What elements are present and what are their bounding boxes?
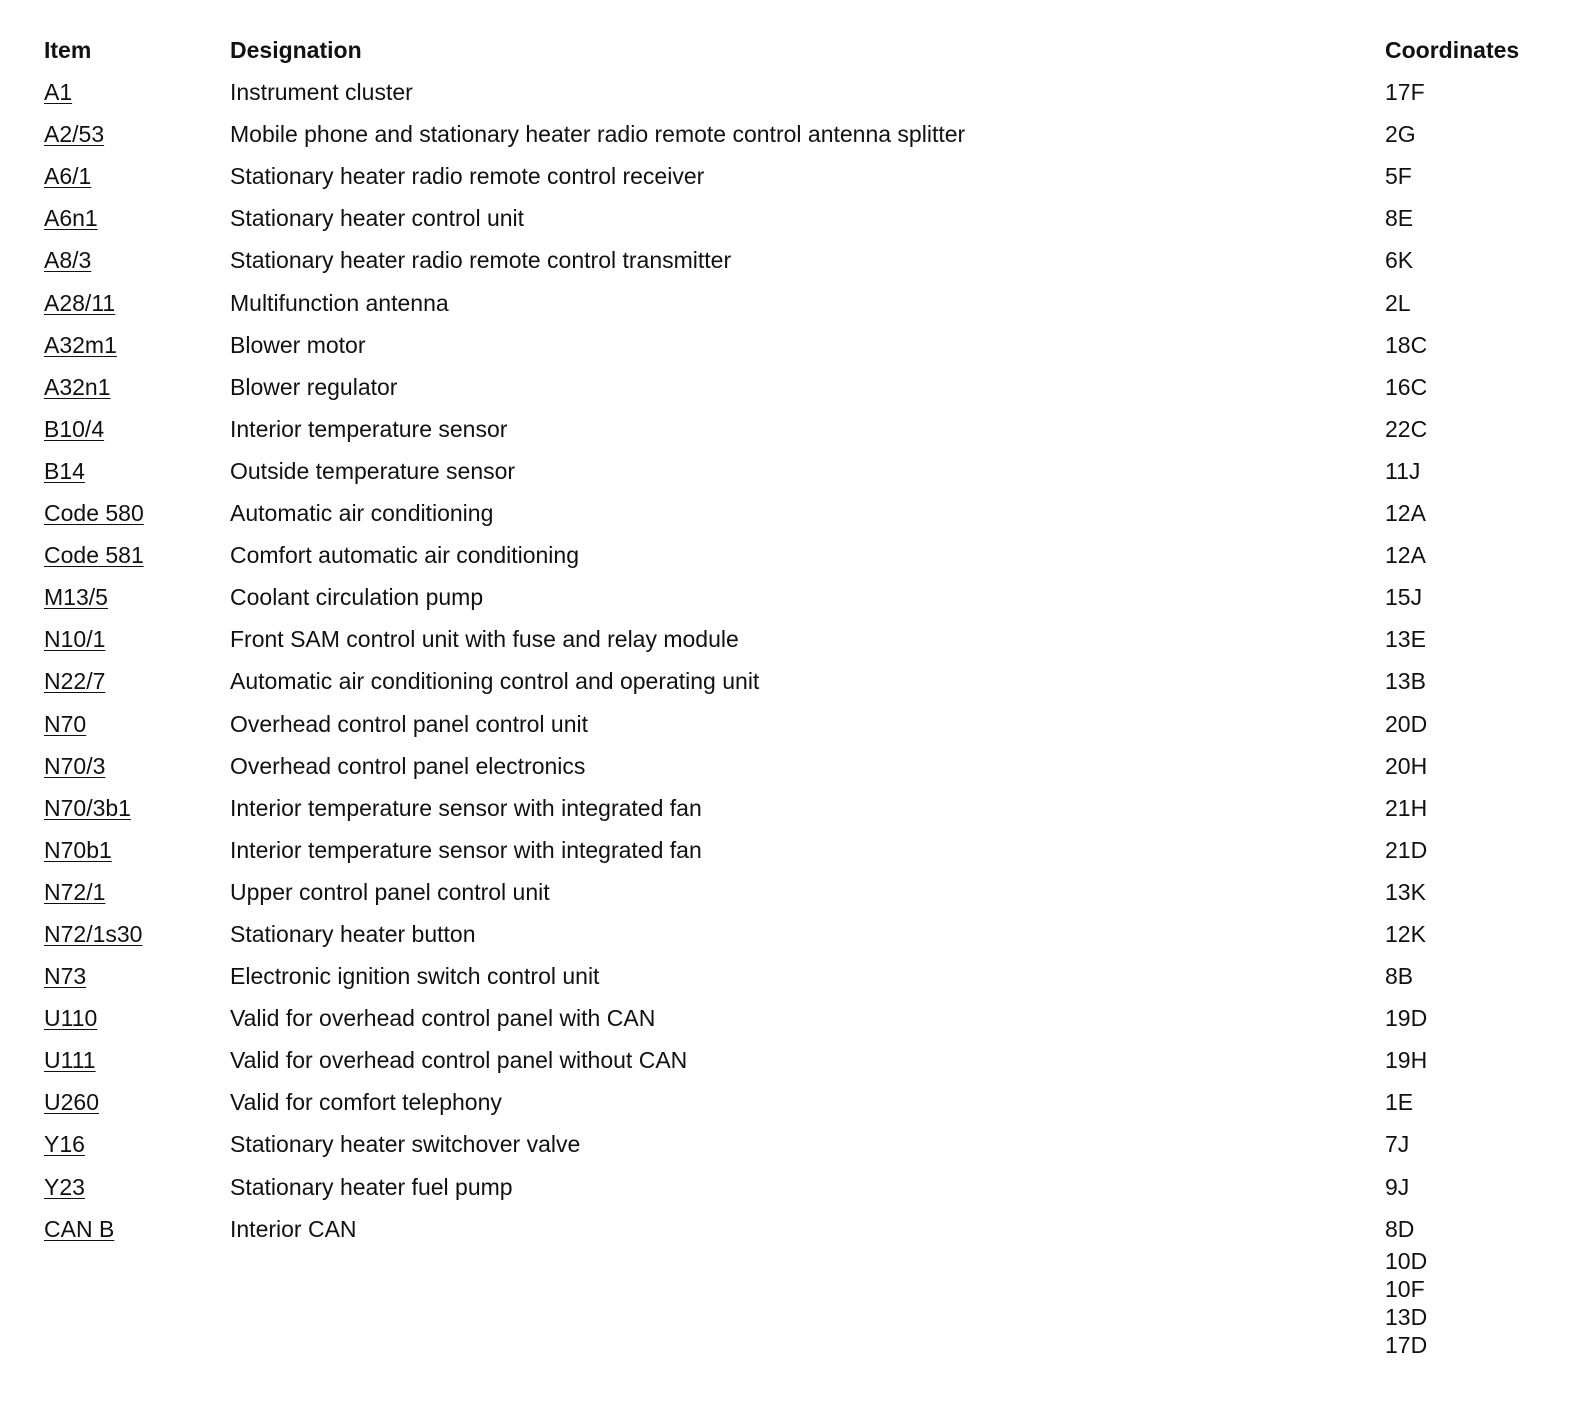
designation-text: Coolant circulation pump (230, 584, 484, 611)
coordinate-value: 22C (1385, 415, 1428, 442)
coordinate-value: 13K (1385, 878, 1426, 905)
item-link[interactable]: Code 580 (44, 500, 144, 527)
coordinate-value: 13E (1385, 626, 1426, 653)
table-row (0, 74, 1584, 116)
coordinates-cell (1385, 1211, 1427, 1359)
coordinate-value: 9J (1385, 1173, 1410, 1200)
coordinate-value: 21D (1385, 836, 1428, 863)
item-link[interactable]: N70b1 (44, 836, 112, 863)
coordinate-value: 6K (1385, 247, 1414, 274)
coordinates-cell (1385, 916, 1426, 952)
designation-text: Overhead control panel electronics (230, 752, 586, 779)
designation-text: Outside temperature sensor (230, 457, 516, 484)
item-link[interactable]: N73 (44, 963, 87, 990)
coordinates-cell (1385, 495, 1426, 531)
coordinates-cell (1385, 621, 1426, 657)
designation-text: Instrument cluster (230, 79, 413, 106)
designation-text: Stationary heater switchover valve (230, 1131, 581, 1158)
designation-text: Interior temperature sensor with integrated fan (230, 794, 702, 821)
item-link[interactable]: M13/5 (44, 584, 108, 611)
coordinates-cell (1385, 790, 1427, 826)
coordinate-value: 20H (1385, 752, 1428, 779)
coordinates-cell (1385, 411, 1427, 447)
table-row (0, 621, 1584, 663)
coordinate-value: 21H (1385, 794, 1428, 821)
table-row (0, 242, 1584, 284)
coordinate-value: 8D (1385, 1215, 1415, 1242)
designation-text: Front SAM control unit with fuse and relay module (230, 626, 739, 653)
coordinate-value: 2G (1385, 121, 1416, 148)
designation-text: Valid for comfort telephony (230, 1089, 502, 1116)
coordinate-value: 7J (1385, 1131, 1410, 1158)
table-row (0, 579, 1584, 621)
table-row (0, 116, 1584, 158)
coordinates-cell (1385, 242, 1413, 278)
designation-text: Electronic ignition switch control unit (230, 963, 600, 990)
designation-text: Valid for overhead control panel without CAN (230, 1047, 688, 1074)
table-row (0, 663, 1584, 705)
coordinate-value: 5F (1385, 163, 1412, 190)
coordinate-value: 19H (1385, 1047, 1428, 1074)
item-link[interactable]: N10/1 (44, 626, 106, 653)
designation-text: Interior CAN (230, 1215, 357, 1242)
designation-text: Stationary heater control unit (230, 205, 525, 232)
designation-text: Mobile phone and stationary heater radio remote control antenna splitter (230, 121, 966, 148)
designation-text: Stationary heater button (230, 920, 476, 947)
designation-text: Comfort automatic air conditioning (230, 542, 579, 569)
table-row (0, 285, 1584, 327)
table-row (0, 327, 1584, 369)
coordinates-cell (1385, 74, 1425, 110)
coordinates-cell (1385, 663, 1426, 699)
table-row (0, 200, 1584, 242)
designation-text: Overhead control panel control unit (230, 710, 588, 737)
header-coordinates: Coordinates (1385, 37, 1520, 63)
coordinate-value: 11J (1385, 457, 1421, 484)
table-row (0, 537, 1584, 579)
table-header-row (0, 32, 1584, 74)
item-link[interactable]: N22/7 (44, 668, 106, 695)
coordinates-cell (1385, 958, 1413, 994)
item-link[interactable]: Y23 (44, 1173, 85, 1200)
item-link[interactable]: N70/3b1 (44, 794, 131, 821)
coordinates-cell (1385, 327, 1427, 363)
coordinate-value: 18C (1385, 331, 1428, 358)
component-legend-table (0, 32, 1584, 1358)
designation-text: Multifunction antenna (230, 289, 449, 316)
table-row (0, 1000, 1584, 1042)
coordinate-value: 10F (1385, 1275, 1425, 1302)
item-link[interactable]: N70/3 (44, 752, 106, 779)
item-link[interactable]: A32n1 (44, 373, 111, 400)
header-item: Item (44, 37, 92, 63)
designation-text: Upper control panel control unit (230, 878, 550, 905)
table-row (0, 411, 1584, 453)
coordinate-value: 13D (1385, 1303, 1428, 1330)
item-link[interactable]: U110 (44, 1005, 98, 1032)
coordinates-cell (1385, 453, 1420, 489)
table-row (0, 1126, 1584, 1168)
table-row (0, 874, 1584, 916)
coordinates-cell (1385, 285, 1411, 321)
designation-text: Stationary heater fuel pump (230, 1173, 513, 1200)
coordinates-cell (1385, 832, 1427, 868)
item-link[interactable]: Y16 (44, 1131, 85, 1158)
coordinate-value: 10D (1385, 1247, 1428, 1274)
coordinate-value: 19D (1385, 1005, 1428, 1032)
coordinate-value: 16C (1385, 373, 1428, 400)
item-link[interactable]: U260 (44, 1089, 99, 1116)
table-row (0, 832, 1584, 874)
coordinate-value: 1E (1385, 1089, 1414, 1116)
coordinates-cell (1385, 158, 1412, 194)
coordinate-value: 2L (1385, 289, 1411, 316)
coordinate-value: 13B (1385, 668, 1426, 695)
coordinate-value: 20D (1385, 710, 1428, 737)
designation-text: Blower regulator (230, 373, 398, 400)
item-link[interactable]: A32m1 (44, 331, 117, 358)
designation-text: Automatic air conditioning (230, 500, 494, 527)
table-row (0, 453, 1584, 495)
table-row (0, 369, 1584, 411)
coordinate-value: 8E (1385, 205, 1414, 232)
item-link[interactable]: N70 (44, 710, 87, 737)
coordinates-cell (1385, 1126, 1409, 1162)
designation-text: Automatic air conditioning control and operating unit (230, 668, 760, 695)
item-link[interactable]: A28/11 (44, 289, 116, 316)
header-designation: Designation (230, 37, 362, 63)
table-row (0, 958, 1584, 1000)
item-link[interactable]: A2/53 (44, 121, 105, 148)
coordinates-cell (1385, 579, 1422, 615)
item-link[interactable]: N72/1s30 (44, 920, 143, 947)
table-row (0, 1042, 1584, 1084)
table-row (0, 706, 1584, 748)
designation-text: Interior temperature sensor with integrated fan (230, 836, 702, 863)
designation-text: Valid for overhead control panel with CAN (230, 1005, 656, 1032)
item-link[interactable]: U111 (44, 1047, 96, 1074)
designation-text: Interior temperature sensor (230, 415, 508, 442)
item-link[interactable]: Code 581 (44, 542, 144, 569)
coordinate-value: 12K (1385, 920, 1426, 947)
table-row (0, 1211, 1584, 1358)
item-link[interactable]: A6n1 (44, 205, 98, 232)
item-link[interactable]: B14 (44, 457, 85, 484)
table-row (0, 1169, 1584, 1211)
designation-text: Stationary heater radio remote control receiver (230, 163, 705, 190)
coordinates-cell (1385, 116, 1416, 152)
table-row (0, 1084, 1584, 1126)
coordinates-cell (1385, 874, 1426, 910)
item-link[interactable]: CAN B (44, 1215, 115, 1242)
coordinate-value: 12A (1385, 500, 1426, 527)
coordinates-cell (1385, 1000, 1427, 1036)
item-link[interactable]: A1 (44, 79, 73, 106)
item-link[interactable]: A6/1 (44, 163, 92, 190)
coordinates-cell (1385, 1084, 1413, 1120)
coordinates-cell (1385, 200, 1413, 236)
table-row (0, 916, 1584, 958)
designation-text: Blower motor (230, 331, 366, 358)
item-link[interactable]: N72/1 (44, 878, 106, 905)
table-row (0, 790, 1584, 832)
coordinates-cell (1385, 1042, 1427, 1078)
table-row (0, 748, 1584, 790)
coordinate-value: 8B (1385, 963, 1414, 990)
item-link[interactable]: B10/4 (44, 415, 105, 442)
coordinate-value: 12A (1385, 542, 1426, 569)
coordinate-value: 15J (1385, 584, 1423, 611)
coordinate-value: 17D (1385, 1331, 1428, 1358)
item-link[interactable]: A8/3 (44, 247, 92, 274)
table-body (0, 74, 1584, 1358)
coordinates-cell (1385, 1169, 1409, 1205)
coordinates-cell (1385, 706, 1427, 742)
coordinates-cell (1385, 748, 1427, 784)
table-row (0, 158, 1584, 200)
coordinates-cell (1385, 537, 1426, 573)
table-row (0, 495, 1584, 537)
designation-text: Stationary heater radio remote control transmitter (230, 247, 732, 274)
coordinates-cell (1385, 369, 1427, 405)
coordinate-value: 17F (1385, 79, 1425, 106)
